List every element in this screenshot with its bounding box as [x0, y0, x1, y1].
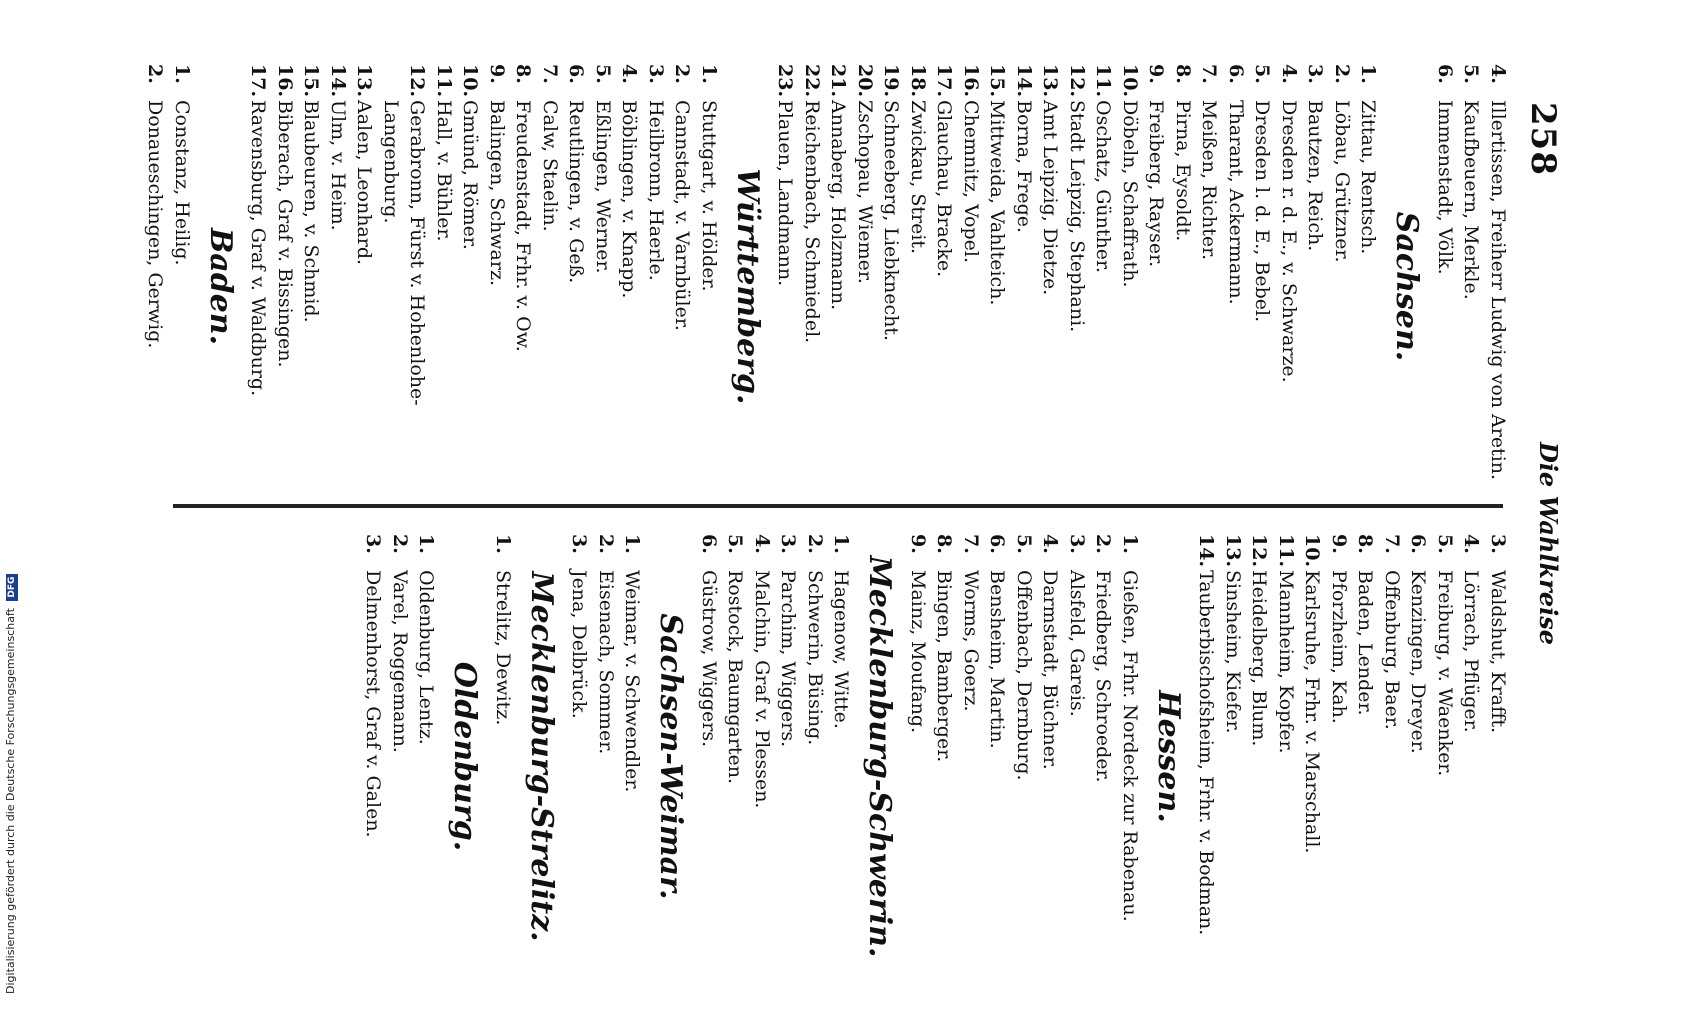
- entry-text: Immenstadt, Völk.: [1434, 100, 1456, 275]
- entry-text: Stadt Leipzig, Stephani.: [1066, 100, 1088, 333]
- district-entry: [1329, 64, 1356, 509]
- district-entry: [1302, 64, 1329, 509]
- district-entry: [1196, 64, 1223, 509]
- district-entry: [772, 64, 799, 509]
- district-entry: [431, 64, 458, 509]
- district-entry: [1090, 534, 1117, 979]
- entry-number: 9.: [1145, 64, 1168, 84]
- entry-text: Annaberg, Holzmann.: [827, 100, 850, 311]
- entry-text: Oldenburg, Lentz.: [415, 570, 438, 745]
- entry-number: 8.: [933, 534, 956, 554]
- district-entry: [490, 534, 517, 979]
- entry-number: 2.: [671, 64, 694, 84]
- district-entry: [1379, 534, 1406, 979]
- entry-text: Zittau, Rentsch.: [1357, 100, 1380, 255]
- entry-text: Reutlingen, v. Geß.: [565, 100, 588, 284]
- entry-number: 6.: [1407, 534, 1430, 554]
- district-entry: [1249, 64, 1276, 509]
- entry-text: Güstrow, Wiggers.: [698, 570, 720, 748]
- entry-number: 3.: [777, 534, 800, 554]
- entry-text: Heidelberg, Blum.: [1248, 570, 1271, 747]
- section-title: Oldenburg.: [447, 661, 483, 852]
- entry-number: 7.: [960, 534, 982, 554]
- entry-text: Blaubeuren, v. Schmid.: [300, 100, 323, 323]
- entry-number: 21.: [827, 64, 850, 98]
- district-list: [905, 534, 1144, 979]
- district-entry: [1246, 534, 1273, 979]
- entry-text: Malchin, Graf v. Plessen.: [751, 570, 773, 809]
- district-entry: [958, 534, 985, 979]
- right-column: [360, 534, 1511, 979]
- district-entry: [1220, 534, 1247, 979]
- entry-text: Balingen, Schwarz.: [486, 100, 508, 287]
- credit-text: Digitalisierung gefördert durch die Deutsche Forschungsgemeinschaft: [4, 608, 17, 994]
- district-list: [245, 64, 722, 509]
- running-title: Die Wahlkreise: [1534, 442, 1563, 645]
- entry-number: 4.: [751, 534, 773, 554]
- entry-text: Döbeln, Schaffrath.: [1119, 100, 1141, 288]
- entry-text: Mannheim, Kopfer.: [1275, 570, 1297, 754]
- district-section: [245, 64, 766, 509]
- entry-text: Constanz, Heilig.: [171, 100, 193, 266]
- entry-text: Illertissen, Freiherr Ludwig von Aretin.: [1487, 100, 1509, 481]
- entry-number: 4.: [1487, 64, 1509, 84]
- entry-number: 5.: [1434, 534, 1456, 554]
- entry-text: Mainz, Moufang.: [907, 570, 929, 734]
- entry-number: 5.: [724, 534, 747, 554]
- entry-number: 9.: [486, 64, 508, 84]
- entry-number: 14.: [1013, 64, 1035, 98]
- district-entry: [563, 64, 590, 509]
- entry-number: 12.: [1066, 64, 1088, 98]
- district-entry: [825, 64, 852, 509]
- district-entry: [537, 64, 564, 509]
- section-title: Sachsen.: [1389, 211, 1425, 362]
- district-entry: [457, 64, 484, 509]
- district-list: [490, 534, 517, 979]
- entry-number: 8.: [512, 64, 535, 84]
- entry-text: Ravensburg, Graf v. Waldburg.: [247, 100, 270, 397]
- entry-number: 1.: [1357, 64, 1380, 84]
- entry-number: 17.: [933, 64, 956, 98]
- district-entry: [1432, 534, 1459, 979]
- column-divider: [173, 504, 1503, 508]
- district-entry: [351, 64, 378, 509]
- entry-text: Dresden l. d. E., Bebel.: [1251, 100, 1274, 323]
- entry-number: 5.: [1460, 64, 1483, 84]
- entry-text: Pforzheim, Kah.: [1328, 570, 1350, 724]
- district-section: [142, 64, 239, 509]
- district-entry: [1170, 64, 1197, 509]
- district-section: [1432, 64, 1512, 509]
- entry-number: 9.: [1328, 534, 1350, 554]
- district-entry: [1011, 64, 1038, 509]
- entry-text: Mittweida, Vahlteich.: [986, 100, 1009, 306]
- entry-number: 1.: [492, 534, 514, 554]
- entry-text: Kaufbeuern, Merkle.: [1460, 100, 1483, 300]
- entry-text: Darmstadt, Büchner.: [1039, 570, 1062, 770]
- section-title: Mecklenburg-Strelitz.: [524, 571, 559, 942]
- entry-number: 2.: [389, 534, 411, 554]
- district-entry: [931, 64, 958, 509]
- entry-text: Eisenach, Sommer.: [595, 570, 617, 755]
- section-title: Württemberg.: [730, 168, 765, 405]
- district-entry: [984, 534, 1011, 979]
- entry-text: Glauchau, Bracke.: [933, 100, 956, 278]
- entry-text: Stuttgart, v. Hölder.: [698, 100, 720, 292]
- entry-text: Schwerin, Büsing.: [804, 570, 826, 746]
- entry-number: 8.: [1354, 534, 1377, 554]
- district-entry: [958, 64, 985, 509]
- district-section: [1193, 534, 1511, 979]
- page-number: 258: [1523, 102, 1563, 176]
- entry-text: Kenzingen, Dreyer.: [1407, 570, 1430, 754]
- entry-number: 8.: [1172, 64, 1194, 84]
- entry-text: Biberach, Graf v. Bissingen.: [274, 100, 296, 368]
- district-entry: [1458, 534, 1485, 979]
- entry-number: 13.: [1039, 64, 1062, 98]
- entry-text: Waldshut, Krafft.: [1487, 570, 1509, 734]
- district-section: [566, 534, 690, 979]
- entry-text: Gießen, Frhr. Nordeck zur Rabenau.: [1119, 570, 1141, 922]
- district-entry: [1037, 64, 1064, 509]
- entry-text: Plauen, Landmann.: [774, 100, 797, 287]
- entry-text: Sinsheim, Kiefer.: [1222, 570, 1244, 734]
- district-list: [142, 64, 195, 509]
- district-entry: [1090, 64, 1117, 509]
- entry-number: 1.: [830, 534, 853, 554]
- district-entry: [749, 534, 776, 979]
- entry-text: Varel, Roggemann.: [389, 570, 411, 753]
- district-entry: [298, 64, 325, 509]
- entry-number: 2.: [1092, 534, 1115, 554]
- entry-number: 4.: [1460, 534, 1483, 554]
- entry-text: Alsfeld, Gareis.: [1066, 570, 1088, 717]
- district-entry: [1011, 534, 1038, 979]
- district-section: [772, 64, 1426, 509]
- entry-number: 10.: [459, 64, 482, 98]
- district-entry: [1223, 64, 1250, 509]
- entry-text: Zwickau, Streit.: [907, 100, 929, 255]
- section-title: Mecklenburg-Schwerin.: [862, 555, 898, 958]
- entry-number: 9.: [907, 534, 929, 554]
- district-entry: [696, 534, 723, 979]
- section-title: Baden.: [203, 227, 238, 346]
- district-entry: [1405, 534, 1432, 979]
- entry-text: Freudenstadt, Frhr. v. Ow.: [512, 100, 535, 352]
- district-entry: [1485, 64, 1512, 509]
- district-entry: [878, 64, 905, 509]
- entry-text: Friedberg, Schroeder.: [1092, 570, 1115, 783]
- section-title: Sachsen-Weimar.: [653, 613, 689, 900]
- district-entry: [775, 534, 802, 979]
- district-list: [566, 534, 646, 979]
- entry-number: 5.: [1013, 534, 1035, 554]
- entry-number: 10.: [1119, 64, 1141, 98]
- entry-text: Meißen, Richter.: [1198, 100, 1221, 261]
- entry-number: 1.: [621, 534, 644, 554]
- district-section: [360, 534, 484, 979]
- district-entry: [590, 64, 617, 509]
- entry-number: 23.: [774, 64, 797, 98]
- entry-number: 15.: [986, 64, 1009, 98]
- district-entry: [852, 64, 879, 509]
- entry-text: Gmünd, Römer.: [459, 100, 482, 250]
- district-entry: [1117, 534, 1144, 979]
- district-section: [905, 534, 1188, 979]
- district-entry: [1458, 64, 1485, 509]
- entry-text: Weimar, v. Schwendler.: [621, 570, 644, 793]
- entry-number: 3.: [1487, 534, 1509, 554]
- entry-number: 7.: [1381, 534, 1403, 554]
- entry-text: Gerabronn, Fürst v. Hohenlohe-Langenburg.: [380, 100, 429, 406]
- district-entry: [1143, 64, 1170, 509]
- entry-number: 4.: [1278, 64, 1300, 84]
- entry-number: 5.: [1251, 64, 1274, 84]
- entry-text: Chemnitz, Vopel.: [960, 100, 982, 264]
- district-entry: [931, 534, 958, 979]
- entry-number: 5.: [592, 64, 614, 84]
- entry-text: Reichenbach, Schmiedel.: [801, 100, 823, 344]
- entry-number: 16.: [960, 64, 982, 98]
- district-entry: [413, 534, 440, 979]
- district-entry: [510, 64, 537, 509]
- entry-text: Dresden r. d. E., v. Schwarze.: [1278, 100, 1300, 383]
- district-entry: [1276, 64, 1303, 509]
- entry-number: 3.: [1066, 534, 1088, 554]
- entry-number: 2.: [804, 534, 826, 554]
- entry-text: Böblingen, v. Knapp.: [618, 100, 641, 299]
- district-entry: [1299, 534, 1326, 979]
- district-section: [490, 534, 561, 979]
- district-entry: [325, 64, 352, 509]
- district-entry: [1352, 534, 1379, 979]
- district-entry: [828, 534, 855, 979]
- district-list: [772, 64, 1382, 509]
- entry-number: 13.: [353, 64, 376, 98]
- entry-text: Ulm, v. Heim.: [327, 100, 349, 231]
- district-entry: [484, 64, 511, 509]
- entry-number: 18.: [907, 64, 929, 98]
- district-entry: [378, 64, 431, 509]
- entry-number: 6.: [1225, 64, 1247, 84]
- entry-text: Heilbronn, Haerle.: [645, 100, 667, 281]
- district-entry: [360, 534, 387, 979]
- district-entry: [802, 534, 829, 979]
- district-entry: [722, 534, 749, 979]
- district-entry: [1326, 534, 1353, 979]
- entry-number: 16.: [274, 64, 296, 98]
- section-title: Hessen.: [1151, 690, 1186, 823]
- entry-text: Oschatz, Günther.: [1092, 100, 1115, 274]
- entry-number: 2.: [595, 534, 617, 554]
- entry-number: 10.: [1301, 534, 1324, 568]
- entry-number: 1.: [698, 64, 720, 84]
- entry-number: 11.: [1275, 534, 1297, 568]
- entry-text: Schneeberg, Liebknecht.: [880, 100, 903, 341]
- entry-number: 6.: [698, 534, 720, 554]
- district-entry: [1432, 64, 1459, 509]
- entry-text: Eßlingen, Werner.: [592, 100, 614, 274]
- district-entry: [1273, 534, 1300, 979]
- digitization-credit: [4, 574, 18, 994]
- entry-text: Pirna, Eysoldt.: [1172, 100, 1194, 242]
- entry-text: Aalen, Leonhard.: [353, 100, 376, 266]
- entry-text: Karlsruhe, Frhr. v. Marschall.: [1301, 570, 1324, 854]
- entry-text: Borna, Frege.: [1013, 100, 1035, 234]
- entry-text: Parchim, Wiggers.: [777, 570, 800, 748]
- entry-text: Amt Leipzig, Dietze.: [1039, 100, 1062, 296]
- left-column: [142, 64, 1511, 509]
- district-list: [1193, 534, 1511, 979]
- district-entry: [616, 64, 643, 509]
- entry-number: 3.: [1304, 64, 1327, 84]
- entry-text: Bautzen, Reich.: [1304, 100, 1327, 252]
- entry-number: 17.: [247, 64, 270, 98]
- entry-number: 14.: [327, 64, 349, 98]
- entry-text: Tharant, Ackermann.: [1225, 100, 1247, 305]
- district-entry: [566, 534, 593, 979]
- entry-number: 1.: [171, 64, 193, 84]
- district-section: [696, 534, 899, 979]
- district-list: [696, 534, 855, 979]
- district-entry: [905, 534, 932, 979]
- entry-text: Zschopau, Wiemer.: [854, 100, 876, 284]
- district-entry: [1193, 534, 1220, 979]
- entry-text: Hagenow, Witte.: [830, 570, 853, 729]
- entry-text: Offenbach, Dernburg.: [1013, 570, 1035, 781]
- district-entry: [696, 64, 723, 509]
- district-list: [360, 534, 440, 979]
- district-entry: [669, 64, 696, 509]
- entry-text: Freiburg, v. Waenker.: [1434, 570, 1456, 777]
- entry-text: Donaueschingen, Gerwig.: [144, 100, 167, 349]
- entry-text: Delmenhorst, Graf v. Galen.: [362, 570, 385, 838]
- district-entry: [643, 64, 670, 509]
- entry-text: Cannstadt, v. Varnbüler.: [671, 100, 694, 331]
- entry-number: 4.: [618, 64, 641, 84]
- district-entry: [142, 64, 169, 509]
- scanned-page: [23, 14, 1583, 1014]
- district-entry: [905, 64, 932, 509]
- entry-number: 12.: [406, 64, 429, 98]
- district-entry: [1037, 534, 1064, 979]
- entry-text: Worms, Goerz.: [960, 570, 982, 712]
- entry-text: Bingen, Bamberger.: [933, 570, 956, 763]
- entry-number: 2.: [144, 64, 167, 84]
- dfg-logo: DFG: [6, 574, 18, 601]
- entry-number: 20.: [854, 64, 876, 98]
- entry-number: 22.: [801, 64, 823, 98]
- district-entry: [1117, 64, 1144, 509]
- entry-number: 11.: [1092, 64, 1115, 98]
- district-entry: [619, 534, 646, 979]
- entry-text: Baden, Lender.: [1354, 570, 1377, 716]
- entry-number: 7.: [539, 64, 561, 84]
- entry-text: Löbau, Grützner.: [1331, 100, 1353, 263]
- district-entry: [387, 534, 414, 979]
- entry-number: 6.: [1434, 64, 1456, 84]
- entry-number: 3.: [568, 534, 591, 554]
- entry-text: Tauberbischofsheim, Frhr. v. Bodman.: [1195, 570, 1218, 936]
- entry-text: Jena, Delbrück.: [568, 570, 591, 719]
- entry-number: 15.: [300, 64, 323, 98]
- district-entry: [593, 534, 620, 979]
- entry-text: Calw, Staelin.: [539, 100, 561, 232]
- entry-text: Bensheim, Martin.: [986, 570, 1009, 749]
- district-entry: [1064, 64, 1091, 509]
- entry-text: Freiberg, Rayser.: [1145, 100, 1168, 268]
- entry-text: Offenburg, Baer.: [1381, 570, 1403, 730]
- entry-number: 4.: [1039, 534, 1062, 554]
- entry-number: 3.: [362, 534, 385, 554]
- entry-number: 19.: [880, 64, 903, 98]
- entry-number: 14.: [1195, 534, 1218, 568]
- entry-number: 6.: [565, 64, 588, 84]
- district-entry: [1485, 534, 1512, 979]
- entry-number: 1.: [415, 534, 438, 554]
- district-entry: [1064, 534, 1091, 979]
- district-entry: [169, 64, 196, 509]
- district-entry: [245, 64, 272, 509]
- entry-number: 1.: [1119, 534, 1141, 554]
- district-entry: [272, 64, 299, 509]
- entry-number: 13.: [1222, 534, 1244, 568]
- entry-number: 7.: [1198, 64, 1221, 84]
- entry-text: Rostock, Baumgarten.: [724, 570, 747, 785]
- entry-number: 2.: [1331, 64, 1353, 84]
- district-entry: [984, 64, 1011, 509]
- entry-number: 6.: [986, 534, 1009, 554]
- district-list: [1432, 64, 1512, 509]
- entry-number: 11.: [433, 64, 455, 98]
- district-entry: [799, 64, 826, 509]
- entry-text: Lörrach, Pflüger.: [1460, 570, 1483, 733]
- entry-number: 3.: [645, 64, 667, 84]
- entry-number: 12.: [1248, 534, 1271, 568]
- entry-text: Hall, v. Bühler.: [433, 100, 455, 242]
- entry-text: Strelitz, Dewitz.: [492, 570, 514, 726]
- district-entry: [1355, 64, 1382, 509]
